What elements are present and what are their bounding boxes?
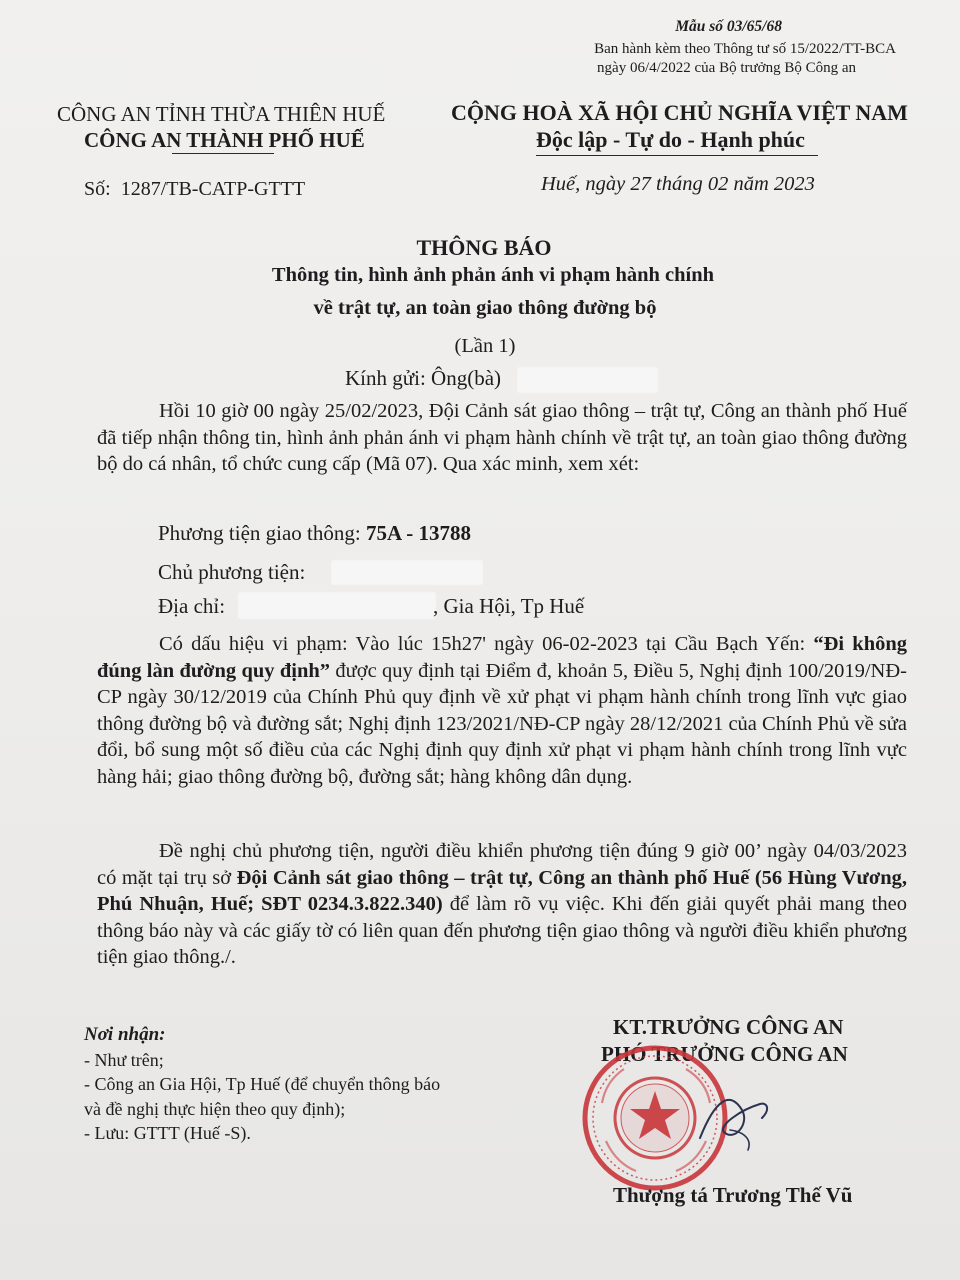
address-label: Địa chỉ: <box>158 594 226 618</box>
recipients-block <box>84 1023 440 1146</box>
request-office: Đội Cảnh sát giao thông – trật tự, Công an thành phố Huế (56 Hùng Vương, Phú Nhuận, Huế; SĐT 0234.3.822.340) <box>97 866 907 915</box>
recipient-item: - Như trên; <box>84 1049 164 1070</box>
signature-title-1: KT.TRƯỞNG CÔNG AN <box>613 1015 844 1039</box>
signature-title-2: PHÓ TRƯỞNG CÔNG AN <box>601 1042 848 1066</box>
agency-underline <box>172 153 274 154</box>
violation-name: “Đi không đúng làn đường quy định” <box>97 633 907 682</box>
vehicle-line <box>158 521 471 546</box>
country-name: CỘNG HOÀ XÃ HỘI CHỦ NGHĨA VIỆT NAM <box>451 100 908 125</box>
request-intro: Đề nghị chủ phương tiện, người điều khiển phương tiện đúng 9 giờ 00’ ngày 04/03/2023 có mặt tại trụ sở <box>97 840 907 889</box>
agency-parent: CÔNG AN TỈNH THỪA THIÊN HUẾ <box>57 102 386 126</box>
paragraph-intro: Hồi 10 giờ 00 ngày 25/02/2023, Đội Cảnh sát giao thông – trật tự, Công an thành phố Huế đã tiếp nhận thông tin, hình ảnh phản ánh vi phạm hành chính về trật tự, an toàn giao thông đường bộ do cá nhân, tổ chức cung cấp (Mã 07). Qua xác minh, xem xét: <box>97 400 907 475</box>
doc-subtitle-1: Thông tin, hình ảnh phản ánh vi phạm hành chính <box>271 264 715 286</box>
owner-line <box>158 560 305 585</box>
paragraph-violation <box>97 631 907 790</box>
notice-round: (Lần 1) <box>454 335 516 357</box>
redacted-address <box>238 592 436 619</box>
place-date: Huế, ngày 27 tháng 02 năm 2023 <box>541 173 815 195</box>
vehicle-plate: 75A - 13788 <box>365 521 471 545</box>
doc-title: THÔNG BÁO <box>416 235 552 260</box>
form-issued-line1: Ban hành kèm theo Thông tư số 15/2022/TT-BCA <box>594 41 896 57</box>
violation-intro: Có dấu hiệu vi phạm: Vào lúc 15h27' ngày 06-02-2023 tại Cầu Bạch Yến: <box>159 633 806 655</box>
doc-subtitle-2: về trật tự, an toàn giao thông đường bộ <box>313 297 657 319</box>
recipients-label: Nơi nhận: <box>84 1024 166 1045</box>
doc-number: 1287/TB-CATP-GTTT <box>120 178 306 200</box>
recipient-item: và đề nghị thực hiện theo quy định); <box>84 1098 346 1119</box>
signer-name: Thượng tá Trương Thế Vũ <box>613 1183 853 1207</box>
motto-underline <box>536 155 818 156</box>
salutation: Kính gửi: Ông(bà) <box>345 366 502 390</box>
handwritten-signature-icon <box>690 1080 780 1160</box>
recipient-item: - Lưu: GTTT (Huế -S). <box>84 1123 251 1143</box>
form-code: Mẫu số 03/65/68 <box>675 18 782 35</box>
agency-name: CÔNG AN THÀNH PHỐ HUẾ <box>84 128 365 152</box>
vehicle-label: Phương tiện giao thông: <box>158 521 361 545</box>
request-rest: để làm rõ vụ việc. Khi đến giải quyết phải mang theo thông báo này và các giấy tờ có liên quan đến phương tiện giao thông và người điều khiển phương tiện giao thông./. <box>97 893 907 968</box>
recipient-item: - Công an Gia Hội, Tp Huế (để chuyển thông báo <box>84 1074 441 1094</box>
violation-legal-basis: được quy định tại Điểm đ, khoản 5, Điều 5, Nghị định 100/2019/NĐ-CP ngày 30/12/2019 của Chính Phủ quy định về xử phạt vi phạm hành chính trong lĩnh vực giao thông đường bộ và đường sắt; Nghị định 123/2021/NĐ-CP ngày 28/12/2021 của Chính Phủ về sửa đổi, bổ sung một số điều của các Nghị định quy định xử phạt vi phạm hành chính trong lĩnh vực hàng hải; giao thông đường bộ, đường sắt; hàng không dân dụng. <box>97 659 907 788</box>
form-issued-line2: ngày 06/4/2022 của Bộ trưởng Bộ Công an <box>597 60 856 76</box>
doc-number-line <box>84 178 305 201</box>
redacted-owner <box>331 560 483 585</box>
address-suffix: , Gia Hội, Tp Huế <box>433 594 585 618</box>
owner-label: Chủ phương tiện: <box>158 560 306 584</box>
redacted-recipient-name <box>517 367 658 393</box>
motto: Độc lập - Tự do - Hạnh phúc <box>536 127 805 152</box>
doc-number-label: Số: <box>84 178 111 200</box>
paragraph-request <box>97 838 907 971</box>
